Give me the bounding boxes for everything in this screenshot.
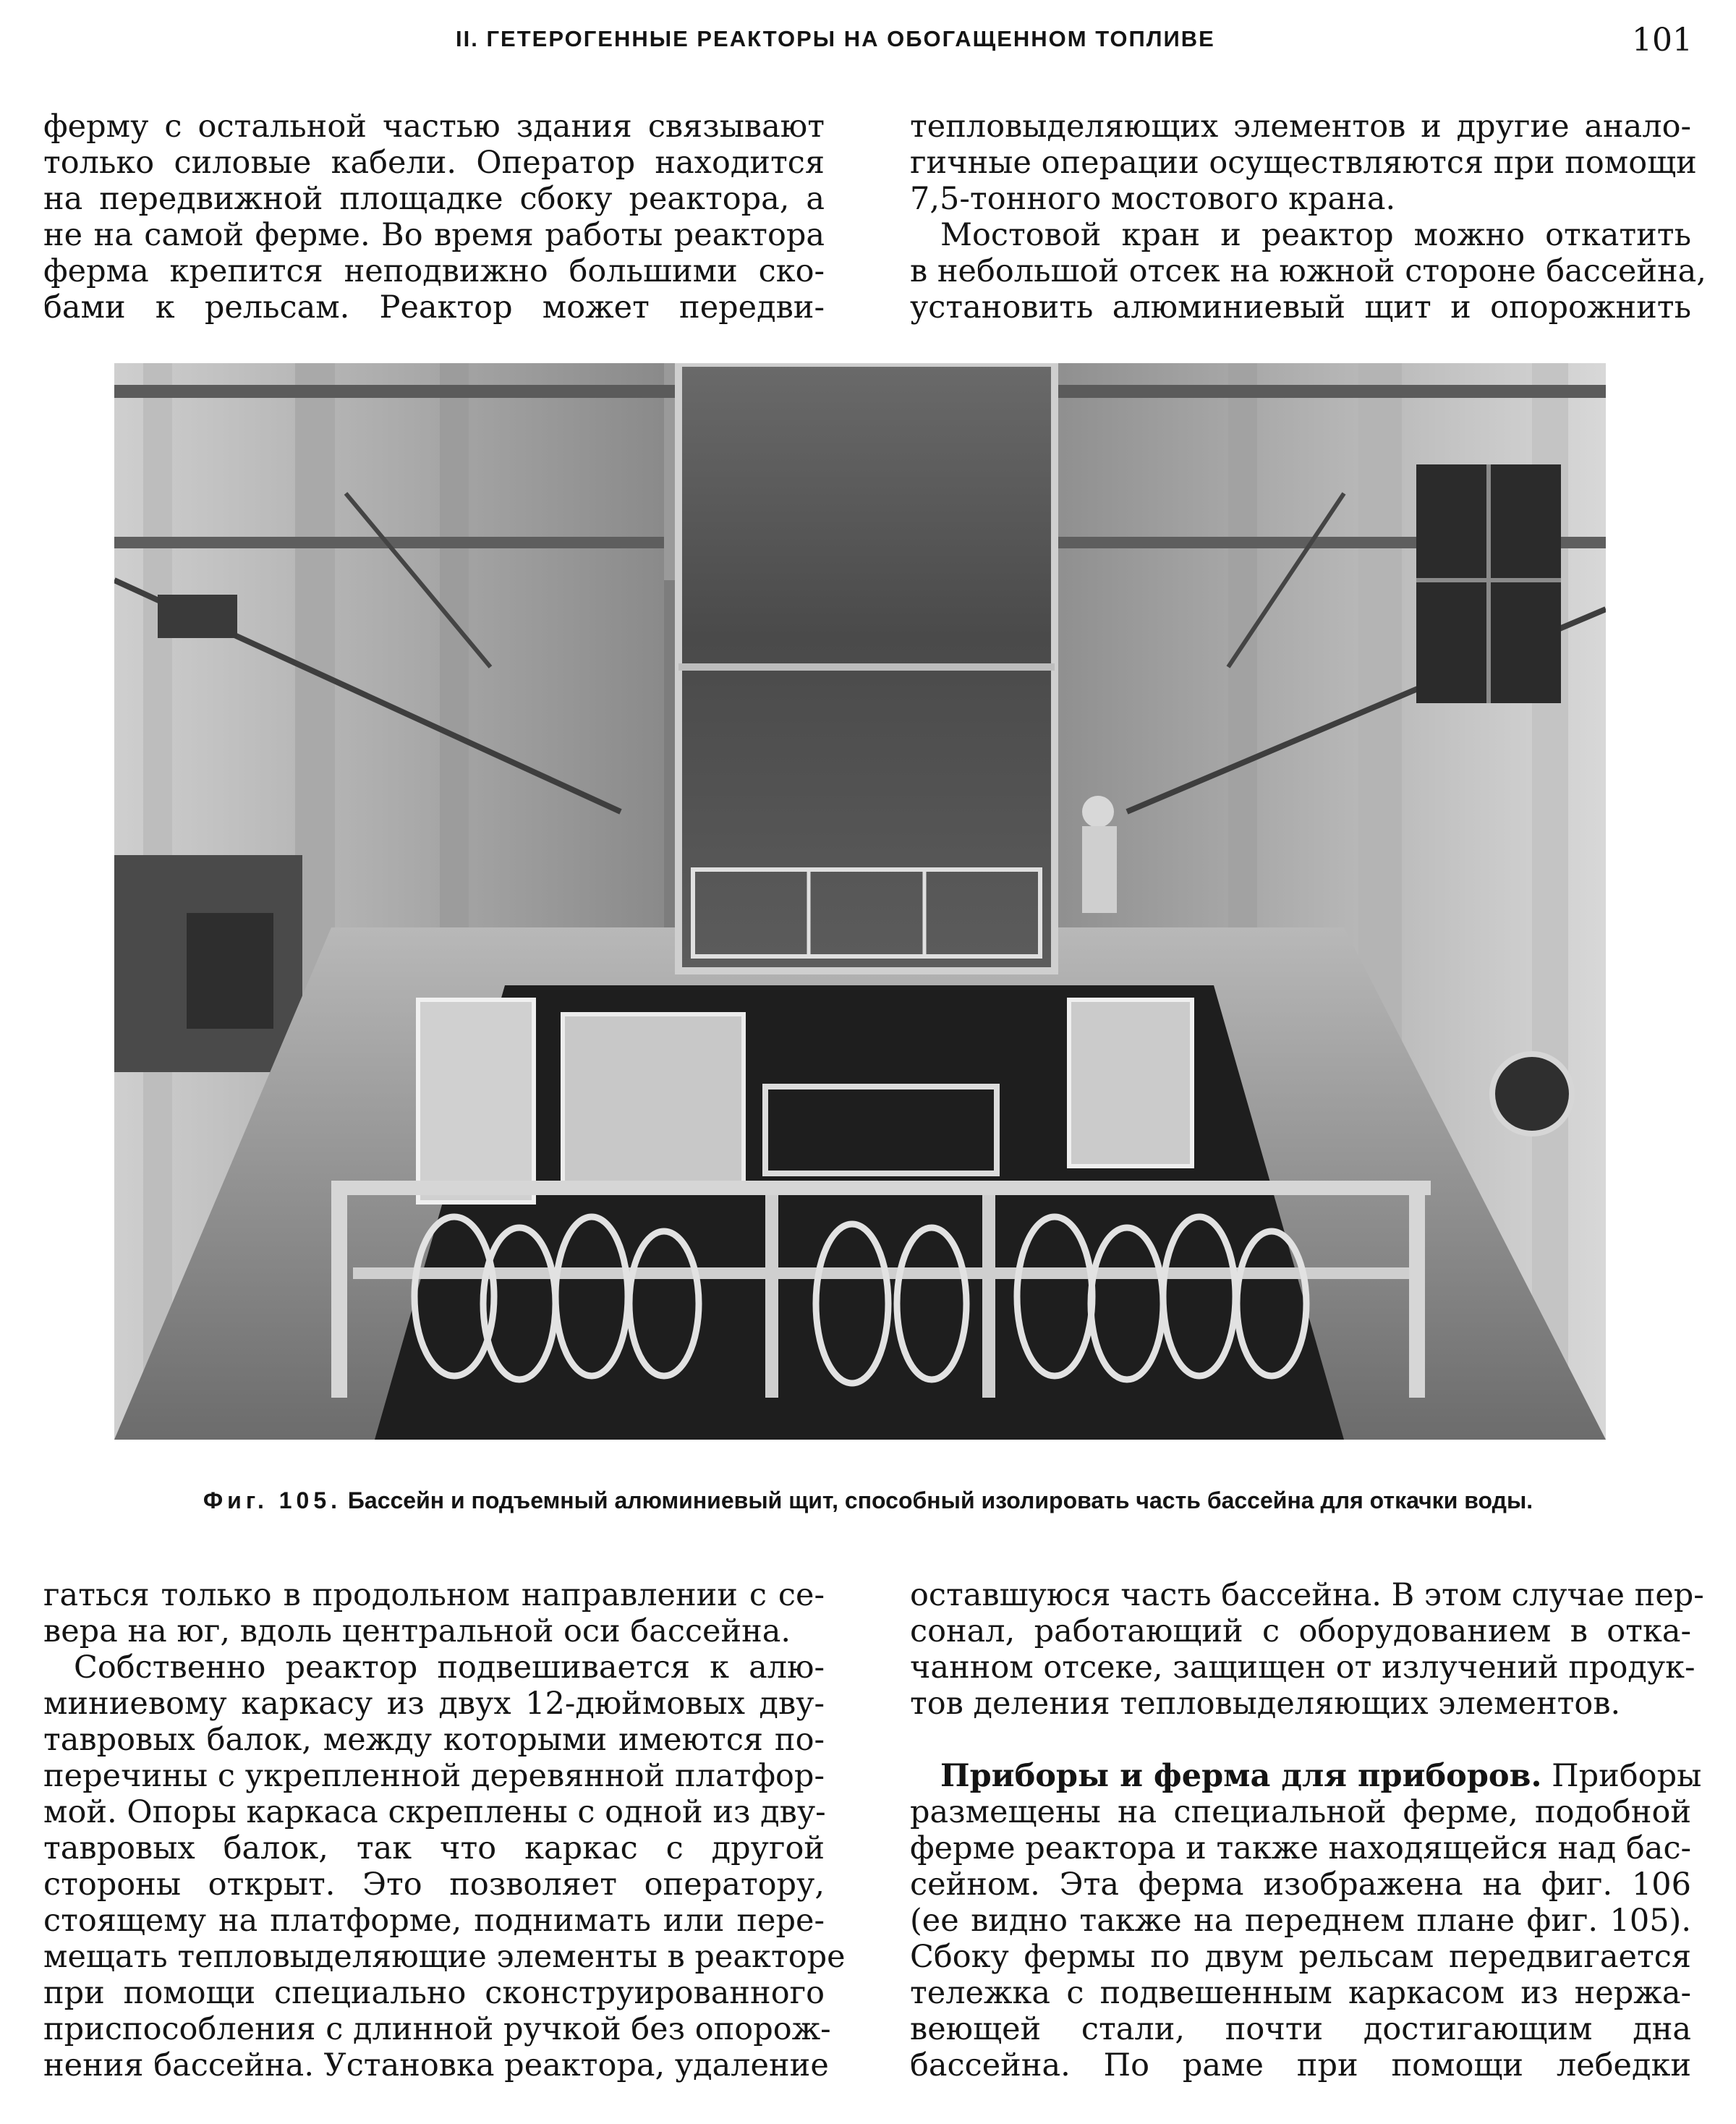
- paragraph-gap: [910, 1722, 1691, 1758]
- text-line: ферме реактора и также находящейся над бас-: [910, 1830, 1692, 1866]
- figure-caption-text: Бассейн и подъемный алюминиевый щит, способный изолировать часть бассейна для откачки воды.: [347, 1487, 1533, 1513]
- text-line: веющей стали, почти достигающим дна: [910, 2011, 1691, 2047]
- text-line: мой. Опоры каркаса скреплены с одной из дву-: [43, 1794, 826, 1830]
- text-column-top-right: [910, 109, 1706, 326]
- text-line: при помощи специально сконструированного: [43, 1975, 825, 2011]
- text-line: тов деления тепловыделяющих элементов.: [910, 1686, 1621, 1722]
- text-line: тележка с подвешенным каркасом из нержа-: [910, 1975, 1691, 2011]
- text-line: ферма крепится неподвижно большими ско-: [43, 253, 825, 289]
- section-heading: Приборы и ферма для приборов.: [940, 1758, 1542, 1794]
- text-line: (ее видно также на переднем плане фиг. 105).: [910, 1903, 1691, 1939]
- text-line: чанном отсеке, защищен от излучений продук-: [910, 1649, 1695, 1686]
- text-line: гаться только в продольном направлении с се-: [43, 1577, 825, 1613]
- running-title: II. ГЕТЕРОГЕННЫЕ РЕАКТОРЫ НА ОБОГАЩЕННОМ ТОПЛИВЕ: [456, 26, 1215, 51]
- text-line: ферму с остальной частью здания связывают: [43, 109, 825, 145]
- text-column-bottom-right: [910, 1577, 1704, 2083]
- text-line: тепловыделяющих элементов и другие анало-: [910, 109, 1691, 145]
- text-line: сейном. Эта ферма изображена на фиг. 106: [910, 1866, 1691, 1903]
- text-line: приспособления с длинной ручкой без опорож-: [43, 2011, 831, 2047]
- text-line: перечины с укрепленной деревянной платфор-: [43, 1758, 825, 1794]
- text-line: нения бассейна. Установка реактора, удаление: [43, 2047, 829, 2083]
- text-line: Сбоку фермы по двум рельсам передвигается: [910, 1939, 1691, 1975]
- text-line: установить алюминиевый щит и опорожнить: [910, 289, 1691, 326]
- text-line: бами к рельсам. Реактор может передви-: [43, 289, 825, 326]
- reactor-pool-photo: [114, 363, 1606, 1440]
- running-header: [0, 22, 1736, 65]
- text-line: только силовые кабели. Оператор находится: [43, 145, 825, 181]
- figure-caption: [116, 1484, 1620, 1516]
- text-line: размещены на специальной ферме, подобной: [910, 1794, 1691, 1830]
- text-line: 7,5-тонного мостового крана.: [910, 181, 1396, 217]
- text-line: оставшуюся часть бассейна. В этом случае пер-: [910, 1577, 1704, 1613]
- text-line: миниевому каркасу из двух 12-дюймовых дву-: [43, 1686, 825, 1722]
- text-line: бассейна. По раме при помощи лебедки: [910, 2047, 1691, 2083]
- text-line: в небольшой отсек на южной стороне бассейна,: [910, 253, 1706, 289]
- text-line: тавровых балок, так что каркас с другой: [43, 1830, 825, 1866]
- text-line: вера на юг, вдоль центральной оси бассейна.: [43, 1613, 791, 1649]
- text-line: не на самой ферме. Во время работы реактора: [43, 217, 825, 253]
- text-column-top-left: [43, 109, 825, 326]
- text-line: на передвижной площадке сбоку реактора, а: [43, 181, 825, 217]
- text-column-bottom-left: [43, 1577, 846, 2083]
- section-heading-line: [910, 1758, 1702, 1794]
- text-line: мещать тепловыделяющие элементы в реакторе: [43, 1939, 846, 1975]
- text-line: гичные операции осуществляются при помощи: [910, 145, 1697, 181]
- text-fragment: Приборы: [1552, 1758, 1702, 1794]
- figure-label: Фиг. 105.: [203, 1487, 341, 1513]
- text-line: стоящему на платформе, поднимать или пере-: [43, 1903, 825, 1939]
- text-line: стороны открыт. Это позволяет оператору,: [43, 1866, 825, 1903]
- text-line: сонал, работающий с оборудованием в отка-: [910, 1613, 1691, 1649]
- text-line: Собственно реактор подвешивается к алю-: [74, 1649, 825, 1686]
- text-line: тавровых балок, между которыми имеются по-: [43, 1722, 825, 1758]
- page-number: 101: [1632, 22, 1693, 59]
- text-line: Мостовой кран и реактор можно откатить: [940, 217, 1691, 253]
